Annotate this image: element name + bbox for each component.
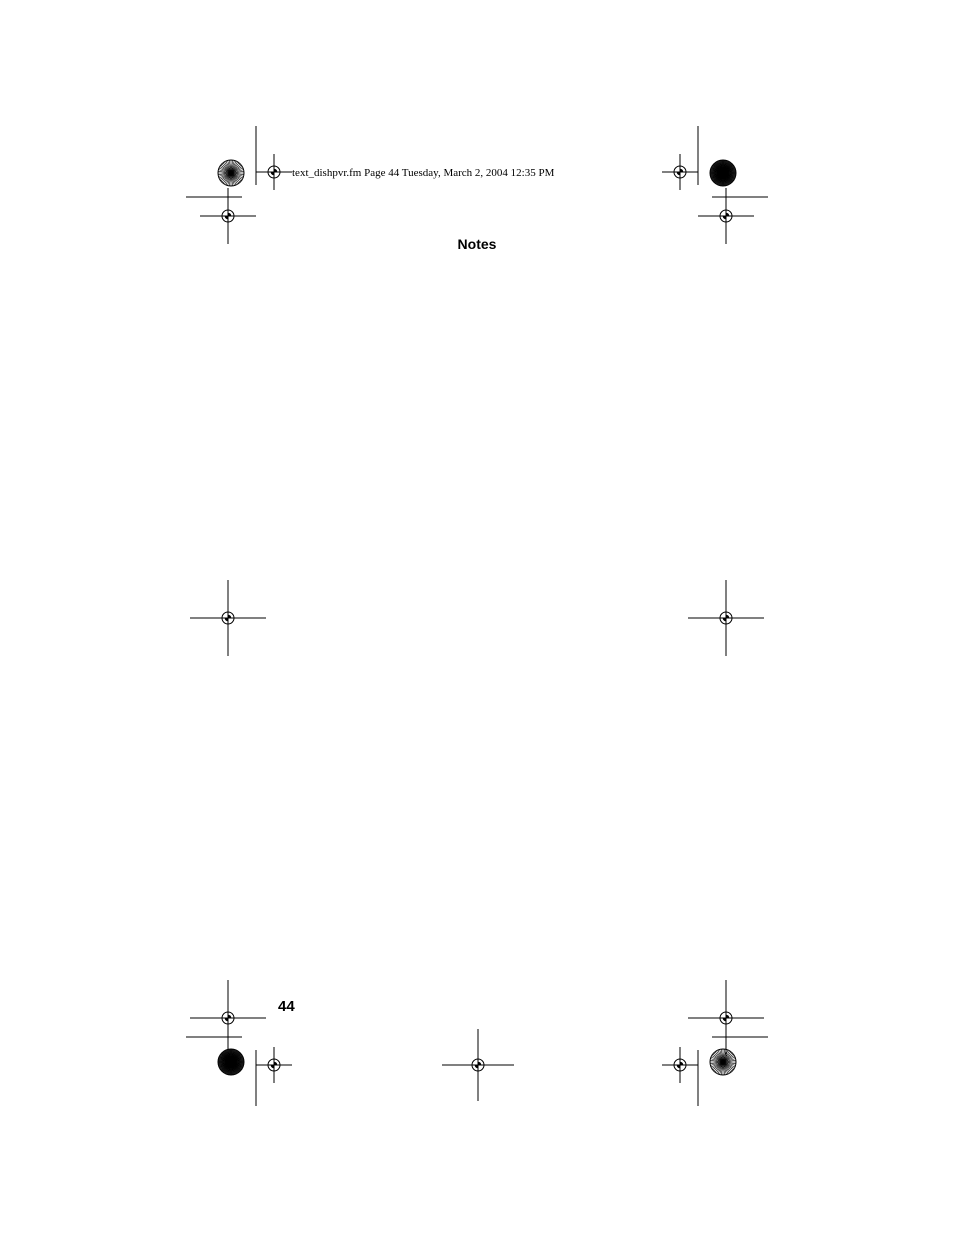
registration-mark-icon [190, 580, 266, 656]
page-number: 44 [278, 998, 295, 1015]
print-info-header: text_dishpvr.fm Page 44 Tuesday, March 2, 2004 12:35 PM [292, 167, 555, 179]
registration-mark-icon [662, 1047, 698, 1083]
registration-mark-icon [442, 1029, 514, 1101]
star-target-icon [218, 1049, 244, 1075]
star-target-icon [218, 160, 244, 186]
registration-marks-group [190, 154, 764, 1101]
star-target-icon [710, 1049, 736, 1075]
star-target-group [218, 160, 736, 1075]
registration-mark-icon [662, 154, 698, 190]
registration-mark-icon [688, 580, 764, 656]
page-title: Notes [457, 236, 497, 252]
star-target-icon [710, 160, 736, 186]
registration-mark-icon [190, 980, 266, 1056]
registration-mark-icon [688, 980, 764, 1056]
registration-mark-icon [256, 1047, 292, 1083]
registration-mark-icon [256, 154, 292, 190]
